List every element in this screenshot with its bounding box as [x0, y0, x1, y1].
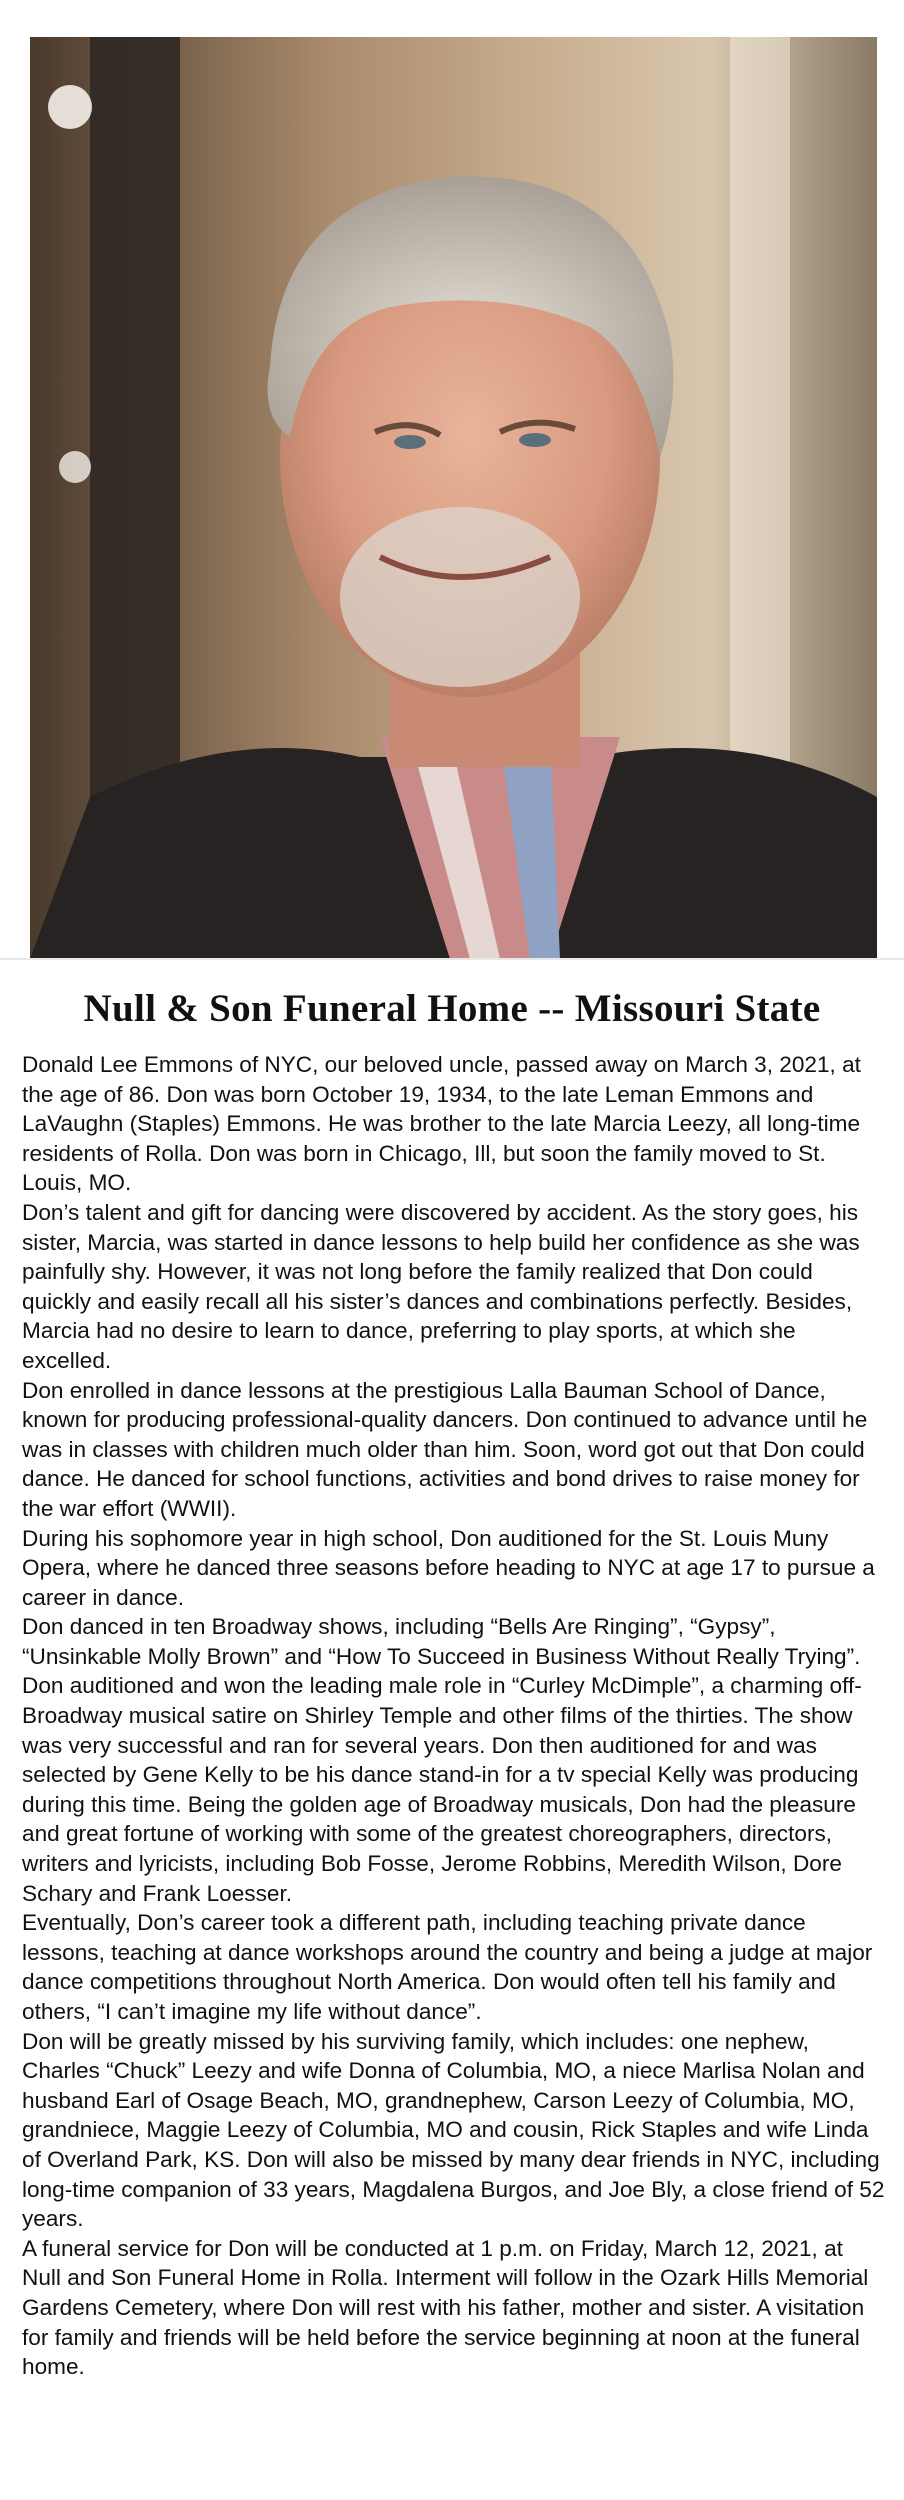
paragraph-8: A funeral service for Don will be conducted at 1 p.m. on Friday, March 12, 2021, at Null and Son Funeral Home in Rolla. Interment will follow in the Ozark Hills Memorial Gardens Cemetery, where Don will rest with his father, mother and sister. A visitation for family and friends will be held before the service beginning at noon at the funeral home. [22, 2235, 869, 2380]
paragraph-7: Don will be greatly missed by his surviving family, which includes: one nephew, Charles “Chuck” Leezy and wife Donna of Columbia, MO, a niece Marlisa Nolan and husband Earl of Osage Beach, MO, grandnephew, Carson Leezy of Columbia, MO, grandniece, Maggie Leezy of Columbia, MO and cousin, Rick Staples and wife Linda of Overland Park, KS. Don will also be missed by many dear friends in NYC, including long-time companion of 33 years, Magdalena Burgos, and Joe Bly, a close friend of 52 years. [22, 2028, 885, 2232]
paragraph-6: Eventually, Don’s career took a different path, including teaching private dance lessons, teaching at dance workshops around the country and being a judge at major dance competitions throughout North America. Don would often tell his family and others, “I can’t imagine my life without dance”. [22, 1910, 873, 2024]
paragraph-5: Don danced in ten Broadway shows, including “Bells Are Ringing”, “Gypsy”, “Unsinkable Molly Brown” and “How To Succeed in Business Without Really Trying”. Don auditioned and won the leading male role in “Curley McDimple”, a charming off-Broadway musical satire on Shirley Temple and other films of the thirties. The show was very successful and ran for several years. Don then auditioned for and was selected by Gene Kelly to be his dance stand-in for a tv special Kelly was producing during this time. Being the golden age of Broadway musicals, Don had the pleasure and great fortune of working with some of the greatest choreographers, directors, writers and lyricists, including Bob Fosse, Jerome Robbins, Meredith Wilson, Dore Schary and Frank Loesser. [22, 1614, 862, 1906]
photo-divider [0, 958, 904, 960]
paragraph-1: Donald Lee Emmons of NYC, our beloved uncle, passed away on March 3, 2021, at the age of 86. Don was born October 19, 1934, to the late Leman Emmons and LaVaughn (Staples) Emmons. He was brother to the late Marcia Leezy, all long-time residents of Rolla. Don was born in Chicago, Ill, but soon the family moved to St. Louis, MO. [22, 1052, 861, 1196]
page-title: Null & Son Funeral Home -- Missouri State [83, 987, 821, 1030]
obituary-text [22, 1050, 886, 2382]
paragraph-4: During his sophomore year in high school, Don auditioned for the St. Louis Muny Opera, where he danced three seasons before heading to NYC at age 17 to pursue a career in dance. [22, 1525, 875, 1610]
paragraph-3: Don enrolled in dance lessons at the prestigious Lalla Bauman School of Dance, known for producing professional-quality dancers. Don continued to advance until he was in classes with children much older than him. Soon, word got out that Don could dance. He danced for school functions, activities and bond drives to raise money for the war effort (WWII). [22, 1377, 868, 1521]
paragraph-2: Don’s talent and gift for dancing were discovered by accident. As the story goes, his sister, Marcia, was started in dance lessons to help build her confidence as she was painfully shy. However, it was not long before the family realized that Don could quickly and easily recall all his sister’s dances and combinations perfectly. Besides, Marcia had no desire to learn to dance, preferring to play sports, at which she excelled. [22, 1199, 860, 1373]
portrait-illustration [30, 37, 877, 959]
portrait-photo [30, 37, 877, 959]
